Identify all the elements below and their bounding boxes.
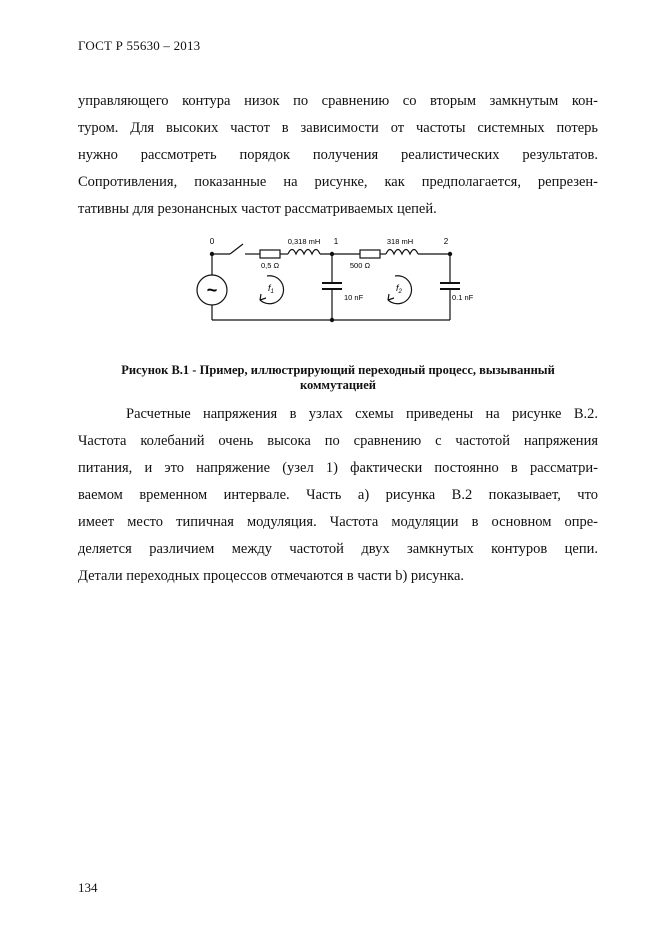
loop-2-label: $f_2$	[396, 283, 402, 295]
resistor-1	[260, 250, 280, 258]
inductor-1-label: 0,318 mH	[287, 237, 321, 246]
node-0-dot	[210, 252, 214, 256]
paragraph-1	[78, 88, 598, 223]
paragraph-line: туром. Для высоких частот в зависимости от частоты системных потерь	[78, 120, 598, 136]
paragraph-line: Детали переходных процессов отмечаются в части b) рисунка.	[78, 568, 465, 584]
node-1-label: 1	[333, 237, 339, 246]
paragraph-line: Сопротивления, показанные на рисунке, как предполагается, репрезен-	[78, 174, 598, 190]
loop-2-arrowhead	[388, 294, 394, 300]
node-2-label: 2	[443, 237, 449, 246]
resistor-1-label: 0,5 Ω	[260, 261, 280, 270]
paragraph-line: ваемом временном интервале. Часть а) рисунка В.2 показывает, что	[78, 487, 598, 503]
paragraph-line: имеет место типичная модуляция. Частота модуляции в основном опре-	[78, 514, 598, 530]
caption-line: Рисунок В.1 - Пример, иллюстрирующий переходный процесс, вызыванный	[121, 363, 555, 377]
paragraph-line: управляющего контура низок по сравнению со вторым замкнутым кон-	[78, 93, 598, 109]
paragraph-line: Расчетные напряжения в узлах схемы приведены на рисунке В.2.	[126, 406, 598, 422]
junction-dot	[330, 318, 334, 322]
paragraph-line: нужно рассмотреть порядок получения реалистических результатов.	[78, 147, 598, 163]
inductor-2-label: 318 mH	[386, 237, 414, 246]
node-1-dot	[330, 252, 334, 256]
paragraph-line: питания, и это напряжение (узел 1) фактически постоянно в рассматри-	[78, 460, 598, 476]
resistor-2-label: 500 Ω	[349, 261, 371, 270]
loop-1-arrowhead	[260, 294, 266, 300]
resistor-2	[360, 250, 380, 258]
node-0-label: 0	[209, 237, 215, 246]
loop-1-label: $f_1$	[268, 283, 274, 295]
paragraph-2	[78, 401, 598, 590]
ac-source-symbol: ~	[206, 280, 218, 300]
inductor-1	[288, 250, 320, 255]
figure-caption	[78, 363, 598, 393]
paragraph-line: Частота колебаний очень высока по сравнению с частотой напряжения	[78, 433, 598, 449]
switch-blade	[230, 244, 243, 254]
page-number: 134	[78, 880, 98, 895]
document-header: ГОСТ Р 55630 – 2013	[78, 38, 201, 53]
circuit-diagram	[190, 232, 480, 332]
capacitor-1-label: 10 nF	[344, 293, 364, 302]
capacitor-2-label: 0.1 nF	[452, 293, 474, 302]
inductor-2	[386, 250, 418, 255]
circuit-svg	[190, 232, 480, 332]
paragraph-line: деляется различием между частотой двух замкнутых контуров цепи.	[78, 541, 598, 557]
paragraph-line: тативны для резонансных частот рассматриваемых цепей.	[78, 201, 437, 217]
caption-line: коммутацией	[299, 378, 377, 392]
node-2-dot	[448, 252, 452, 256]
